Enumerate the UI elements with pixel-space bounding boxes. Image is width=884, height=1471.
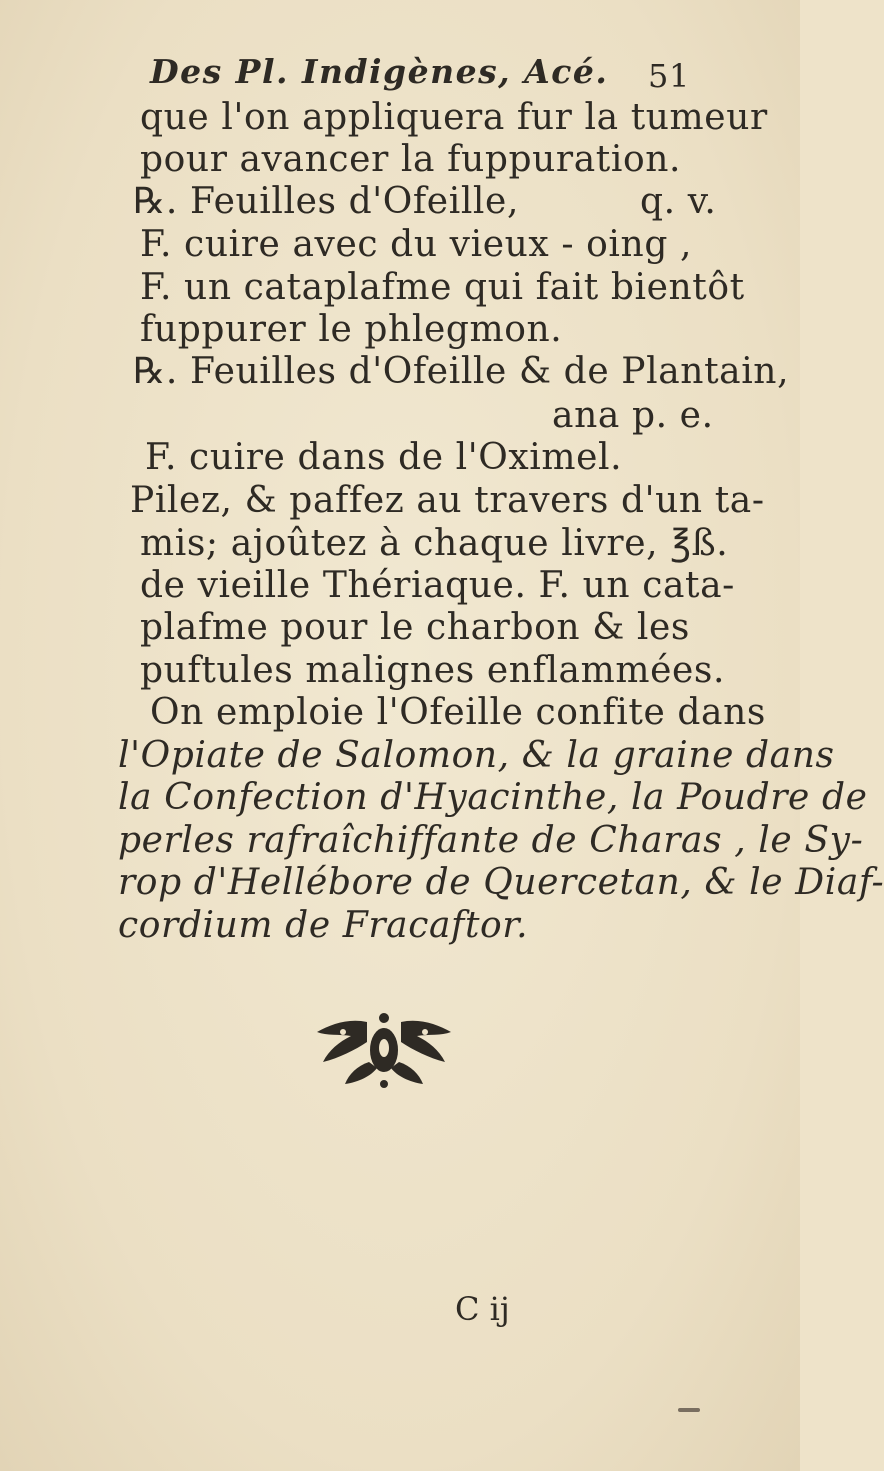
text-line: F. cuire dans de l'Oximel. (145, 437, 623, 478)
text-line: la Confection d'Hyacinthe, la Poudre de (118, 777, 868, 818)
text-line: l'Opiate de Salomon, & la graine dans (118, 735, 835, 776)
running-head: Des Pl. Indigènes, Acé. (150, 52, 609, 91)
text-line: rop d'Hellébore de Quercetan, & le Diaf- (118, 862, 884, 903)
ink-smudge (678, 1408, 700, 1412)
text-line: plafme pour le charbon & les (140, 607, 690, 648)
text-line: fuppurer le phlegmon. (140, 309, 563, 350)
text-line: mis; ajoûtez à chaque livre, ℥ß. (140, 523, 729, 564)
text-line: puftules malignes enflammées. (140, 650, 726, 691)
text-line: ℞. Feuilles d'Ofeille, (133, 181, 519, 222)
text-line: pour avancer la fuppuration. (140, 139, 682, 180)
text-line: q. v. (640, 181, 717, 222)
floral-ornament-icon (309, 1010, 459, 1090)
text-line: F. un cataplafme qui fait bientôt (140, 267, 745, 308)
text-line: ℞. Feuilles d'Ofeille & de Plantain, (133, 351, 790, 392)
text-line: cordium de Fracaftor. (118, 905, 529, 946)
text-line: de vieille Thériaque. F. un cata- (140, 565, 735, 606)
text-line: perles rafraîchiffante de Charas , le Sy- (118, 820, 864, 861)
text-line: que l'on appliquera fur la tumeur (140, 97, 768, 138)
text-line: F. cuire avec du vieux - oing , (140, 224, 693, 265)
text-line: ana p. e. (552, 395, 714, 436)
text-line: On emploie l'Ofeille confite dans (150, 692, 766, 733)
signature-mark: C ij (455, 1290, 510, 1328)
page-number: 51 (648, 57, 690, 95)
text-line: Pilez, & paffez au travers d'un ta- (130, 480, 765, 521)
